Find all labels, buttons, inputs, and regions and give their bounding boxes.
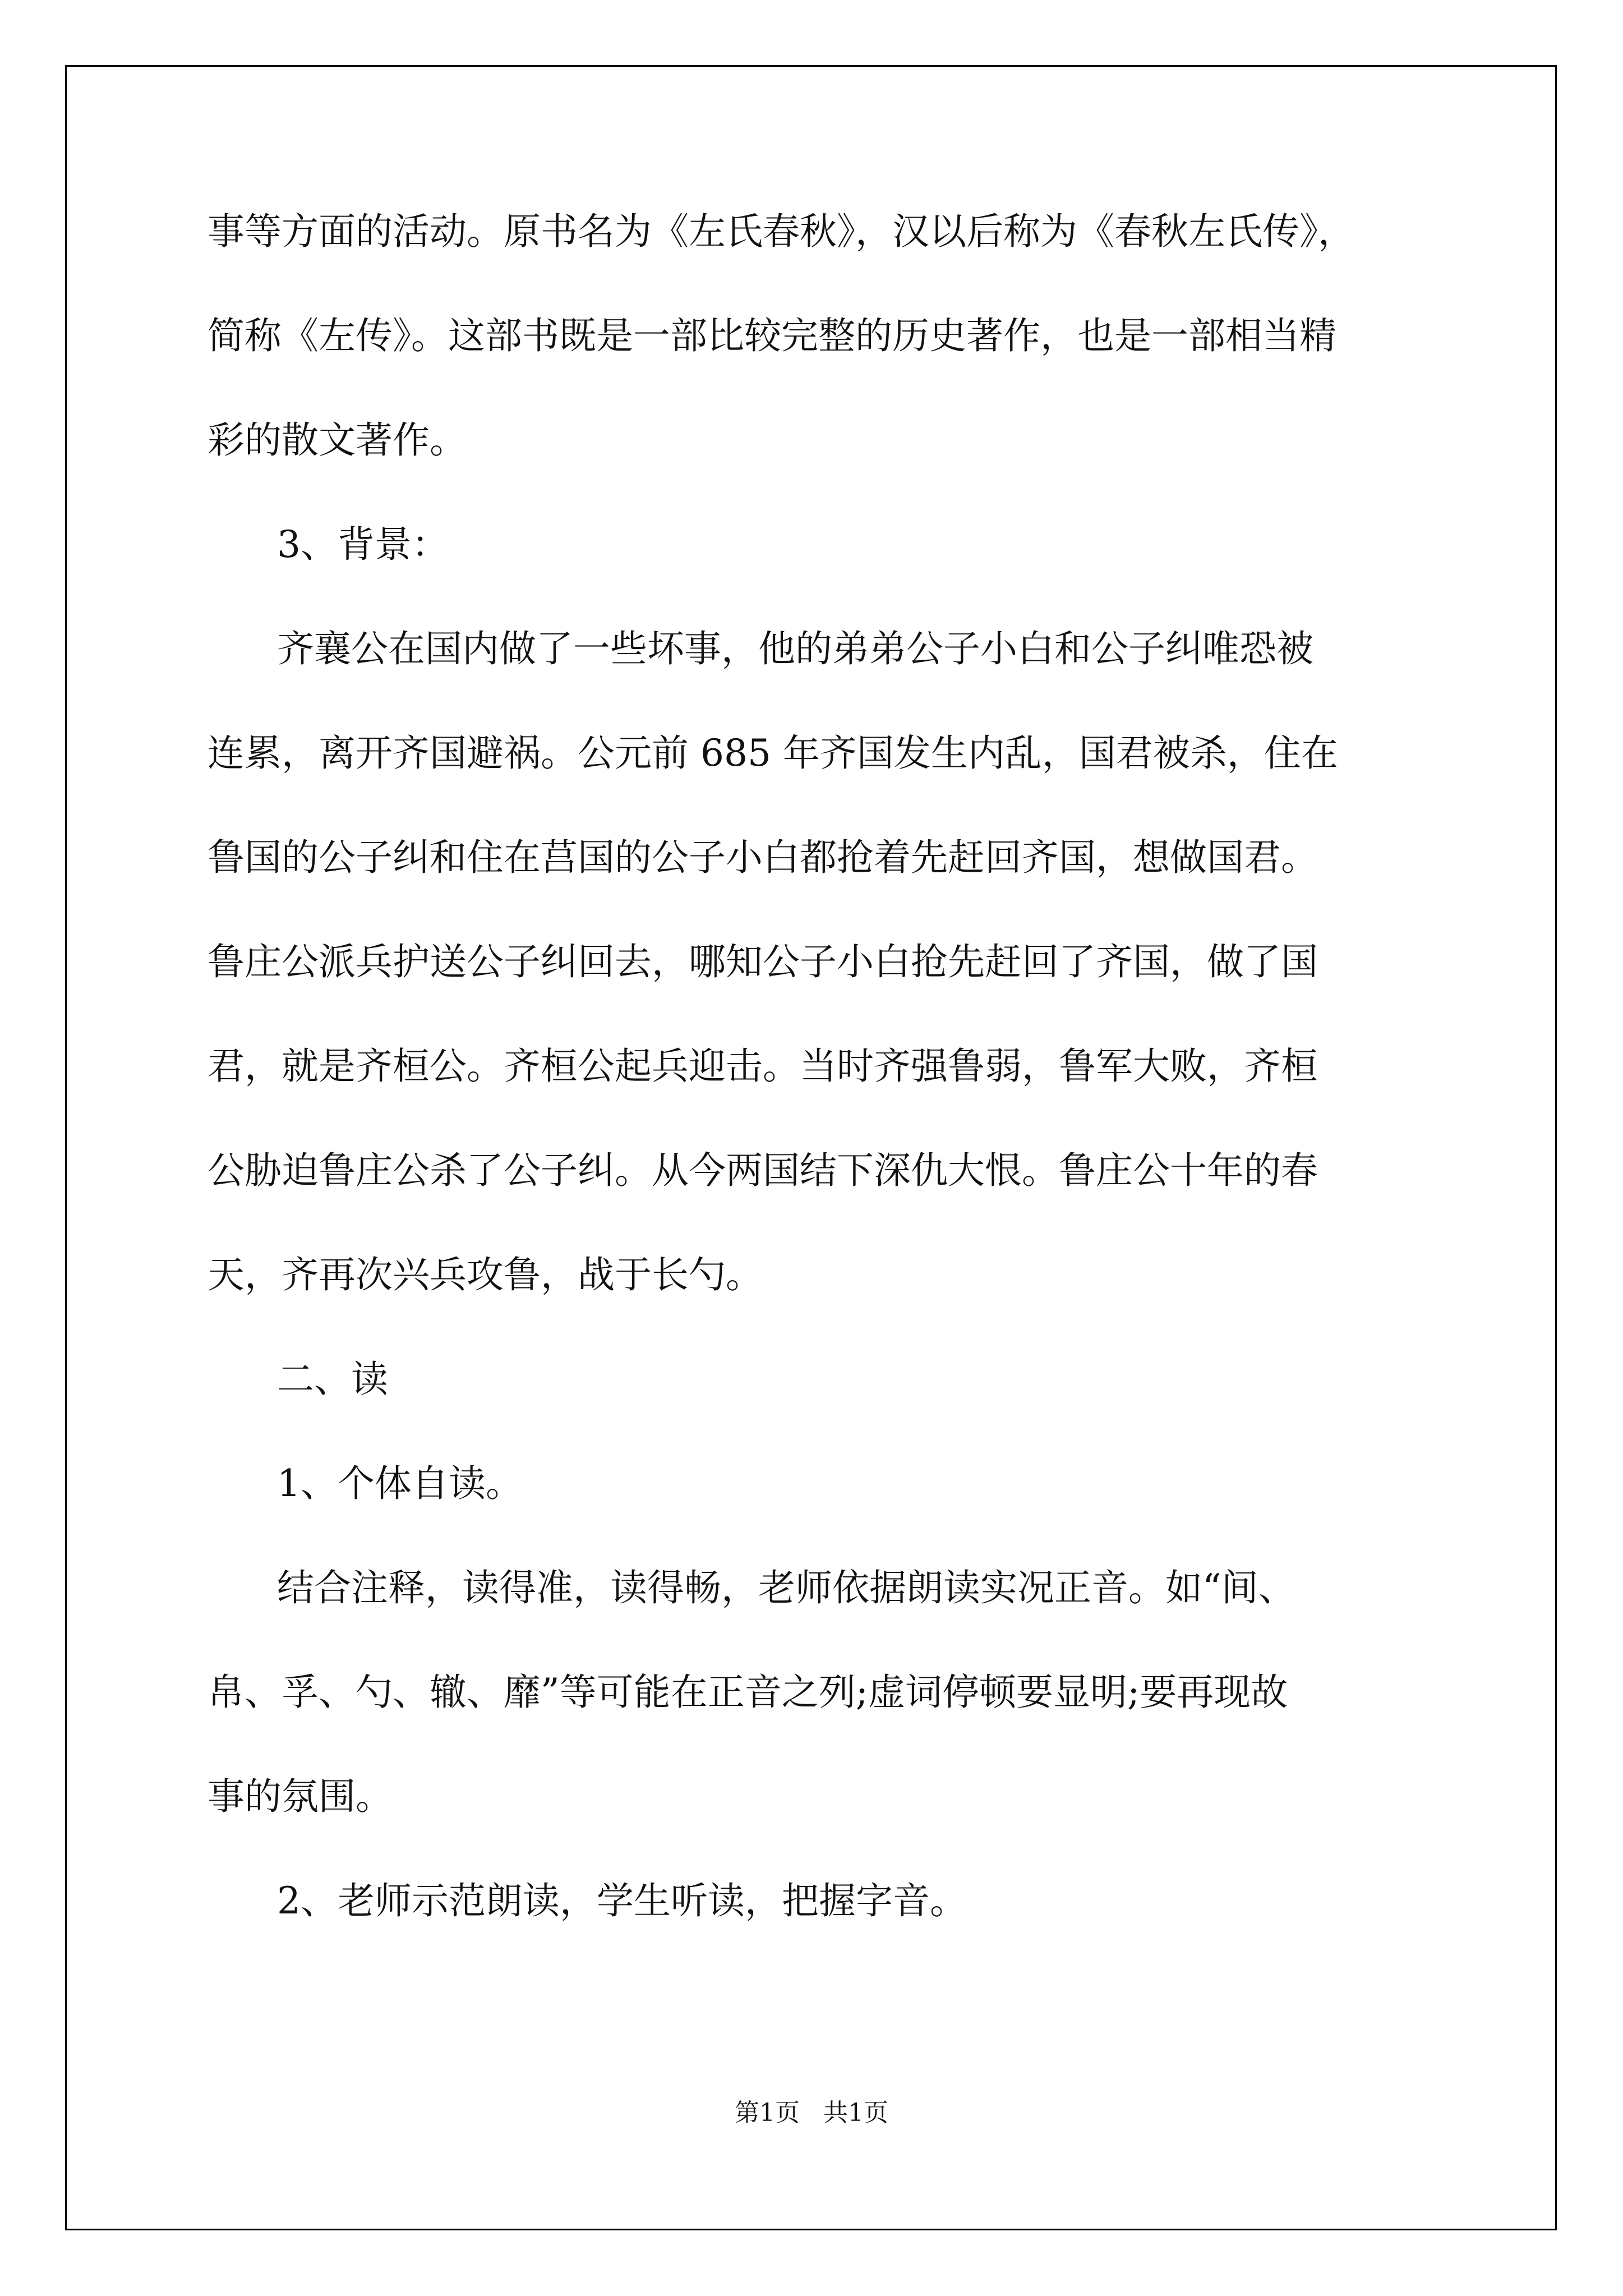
text-line: 天，齐再次兴兵攻鲁，战于长勺。 [208,1253,763,1296]
text-line: 事的氛围。 [208,1775,393,1818]
text-line: 君，就是齐桓公。齐桓公起兵迎击。当时齐强鲁弱，鲁军大败，齐桓 [208,1045,1318,1088]
section-heading: 3、背景： [277,523,449,566]
text-line: 事等方面的活动。原书名为《左氏春秋》，汉以后称为《春秋左氏传》， [208,210,1355,253]
text-line: 2、老师示范朗读，学生听读，把握字音。 [277,1879,967,1922]
text-line: 鲁庄公派兵护送公子纠回去，哪知公子小白抢先赶回了齐国，做了国 [208,940,1318,983]
text-line: 公胁迫鲁庄公杀了公子纠。从今两国结下深仇大恨。鲁庄公十年的春 [208,1149,1318,1192]
text-line: 帛、孚、勺、辙、靡”等可能在正音之列;虚词停顿要显明;要再现故 [208,1671,1288,1714]
section-heading: 二、读 [277,1358,388,1401]
text-line: 彩的散文著作。 [208,418,467,462]
text-line: 齐襄公在国内做了一些坏事，他的弟弟公子小白和公子纠唯恐被 [277,627,1313,670]
text-line: 连累，离开齐国避祸。公元前 685 年齐国发生内乱，国君被杀，住在 [208,731,1338,775]
page-footer: 第1页 共1页 [735,2099,888,2127]
section-heading: 1、个体自读。 [277,1462,523,1505]
text-line: 鲁国的公子纠和住在莒国的公子小白都抢着先赶回齐国，想做国君。 [208,836,1318,879]
text-line: 简称《左传》。这部书既是一部比较完整的历史著作，也是一部相当精 [208,314,1336,357]
text-line: 结合注释，读得准，读得畅，老师依据朗读实况正音。如“间、 [277,1566,1295,1609]
